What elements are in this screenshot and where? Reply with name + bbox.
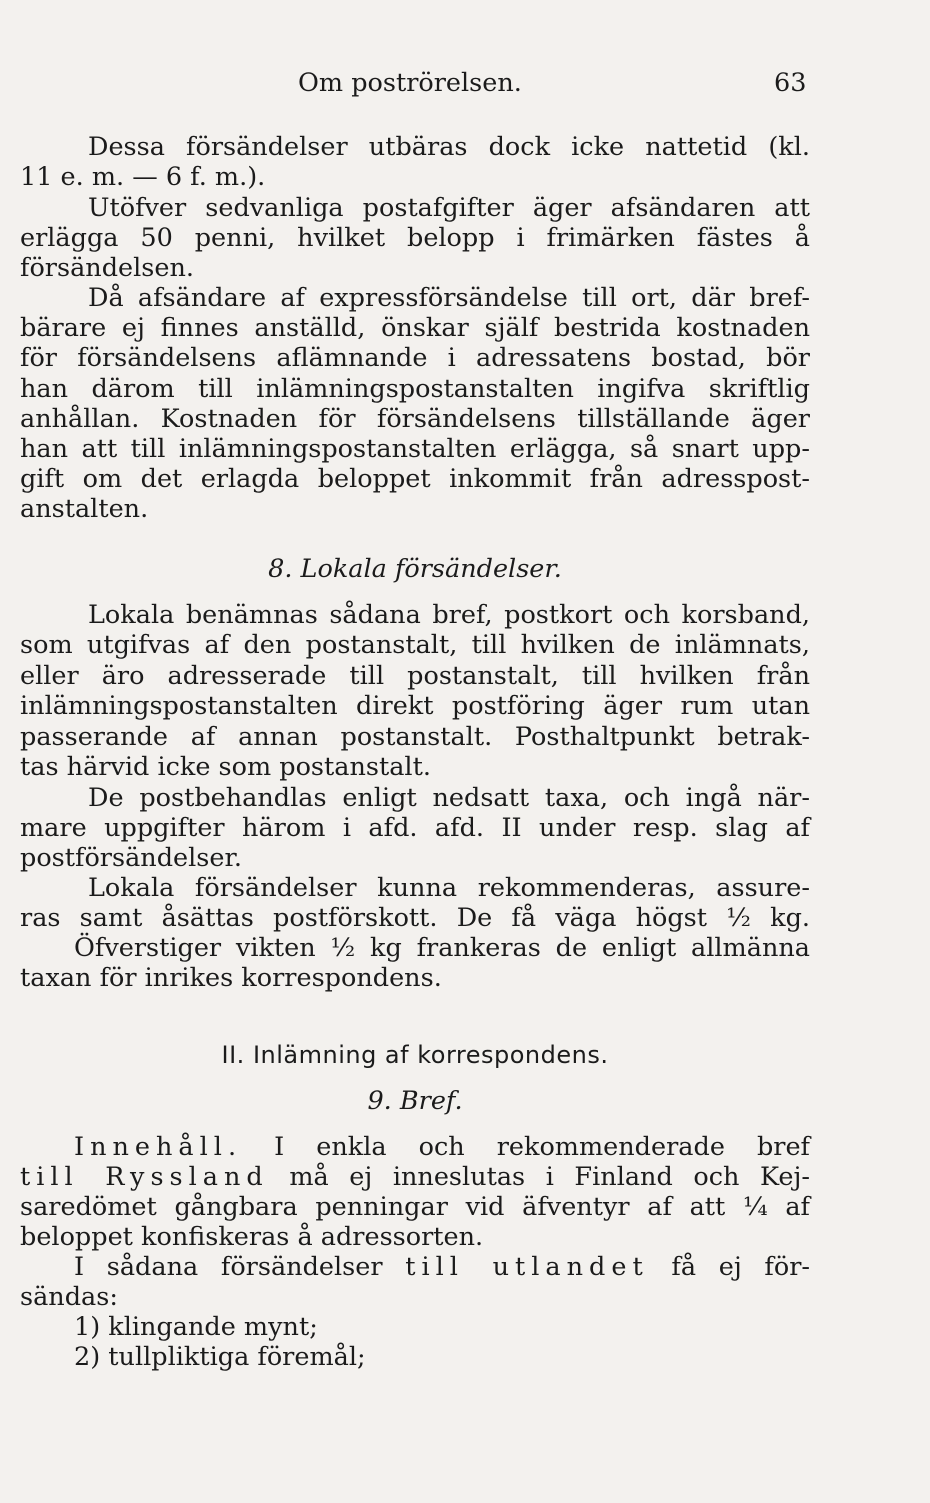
text-line (20, 1132, 810, 1162)
text-line: anstalten. (20, 494, 149, 524)
text-line: passerande af annan postanstalt. Posthaltpunkt betrak- (20, 722, 810, 752)
chapter-heading (20, 1040, 810, 1070)
spaced-phrase: till utlandet (405, 1252, 649, 1282)
text-line: mare uppgifter härom i afd. afd. II under resp. slag af (20, 813, 810, 843)
text-line: Lokala försändelser kunna rekommenderas, assure- (88, 873, 810, 903)
list-item: 1) klingande mynt; (74, 1312, 318, 1342)
running-header-title: Om poströrelsen. (298, 68, 522, 98)
text-line: han att till inlämningspostanstalten erlägga, så snart upp- (20, 434, 810, 464)
text-line: De postbehandlas enligt nedsatt taxa, och ingå när- (88, 783, 810, 813)
section-title: Bref. (399, 1086, 463, 1116)
text-line: erlägga 50 penni, hvilket belopp i frimärken fästes å (20, 223, 810, 253)
text-line: 11 e. m. — 6 f. m.). (20, 162, 266, 192)
chapter-number: II. (221, 1041, 245, 1069)
text-line: Utöfver sedvanliga postafgifter äger afsändaren att (88, 193, 810, 223)
section-heading (20, 554, 810, 584)
text-line (20, 1162, 810, 1192)
text-line: Öfverstiger vikten ½ kg frankeras de enligt allmänna (74, 933, 810, 963)
text-line: för försändelsens aflämnande i adressatens bostad, bör (20, 343, 810, 373)
text-line: gift om det erlagda beloppet inkommit från adresspost- (20, 464, 810, 494)
text-span: få ej för- (671, 1252, 811, 1282)
spaced-lead: Innehåll. (74, 1132, 243, 1162)
text-line: Då afsändare af expressförsändelse till ort, där bref- (88, 283, 810, 313)
spaced-phrase: till Ryssland (20, 1162, 269, 1192)
text-span: I sådana försändelser (74, 1252, 383, 1282)
text-span: I enkla och rekommenderade bref (274, 1132, 810, 1162)
text-line: bärare ej finnes anställd, önskar själf bestrida kostnaden (20, 313, 810, 343)
text-line: postförsändelser. (20, 843, 242, 873)
text-line: Dessa försändelser utbäras dock icke nattetid (kl. (88, 132, 810, 162)
list-item: 2) tullpliktiga föremål; (74, 1342, 366, 1372)
text-line: tas härvid icke som postanstalt. (20, 752, 431, 782)
section-heading (20, 1086, 810, 1116)
text-line: han därom till inlämningspostanstalten ingifva skriftlig (20, 374, 810, 404)
text-line: försändelsen. (20, 253, 194, 283)
section-number: 9. (367, 1086, 392, 1116)
text-line: inlämningspostanstalten direkt postföring äger rum utan (20, 691, 810, 721)
text-line: ras samt åsättas postförskott. De få väga högst ½ kg. (20, 903, 810, 933)
page-number: 63 (774, 68, 807, 98)
text-line: Lokala benämnas sådana bref, postkort och korsband, (88, 600, 810, 630)
text-line: sändas: (20, 1282, 118, 1312)
text-line: som utgifvas af den postanstalt, till hvilken de inlämnats, (20, 630, 810, 660)
text-line: saredömet gångbara penningar vid äfventyr af att ¼ af (20, 1192, 810, 1222)
text-line: taxan för inrikes korrespondens. (20, 963, 442, 993)
text-line (20, 1252, 810, 1282)
text-line: beloppet konfiskeras å adressorten. (20, 1222, 484, 1252)
text-line: anhållan. Kostnaden för försändelsens tillställande äger (20, 404, 810, 434)
section-number: 8. (268, 554, 293, 584)
text-span: må ej inneslutas i Finland och Kej- (289, 1162, 810, 1192)
section-title: Lokala försändelser. (300, 554, 562, 584)
text-line: eller äro adresserade till postanstalt, till hvilken från (20, 661, 810, 691)
chapter-title: Inlämning af korrespondens. (252, 1041, 609, 1069)
